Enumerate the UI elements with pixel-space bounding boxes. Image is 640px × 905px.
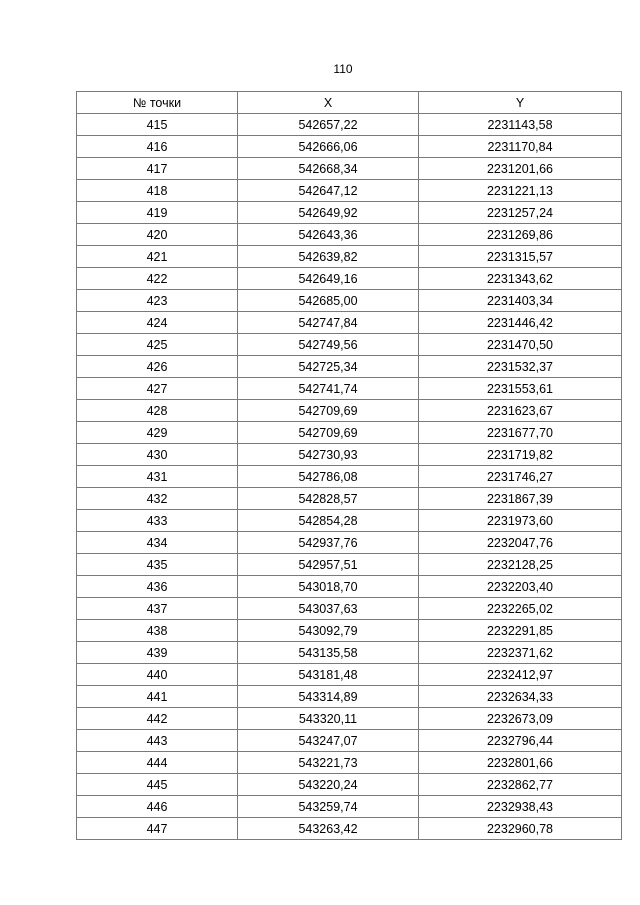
table-row xyxy=(77,620,622,642)
x-cell: 542709,69 xyxy=(238,422,419,444)
x-cell: 542749,56 xyxy=(238,334,419,356)
y-cell: 2231532,37 xyxy=(419,356,622,378)
point-number-cell: 443 xyxy=(77,730,238,752)
table-row xyxy=(77,180,622,202)
y-cell: 2232862,77 xyxy=(419,774,622,796)
x-cell: 543263,42 xyxy=(238,818,419,840)
table-row xyxy=(77,818,622,840)
table-row xyxy=(77,752,622,774)
y-cell: 2232371,62 xyxy=(419,642,622,664)
x-cell: 542685,00 xyxy=(238,290,419,312)
y-cell: 2231257,24 xyxy=(419,202,622,224)
point-number-cell: 432 xyxy=(77,488,238,510)
table-row xyxy=(77,642,622,664)
x-cell: 543314,89 xyxy=(238,686,419,708)
table-row xyxy=(77,246,622,268)
table-row xyxy=(77,136,622,158)
y-cell: 2231269,86 xyxy=(419,224,622,246)
table-row xyxy=(77,576,622,598)
x-cell: 542649,92 xyxy=(238,202,419,224)
header-point-number: № точки xyxy=(77,92,238,114)
point-number-cell: 439 xyxy=(77,642,238,664)
x-cell: 542668,34 xyxy=(238,158,419,180)
point-number-cell: 436 xyxy=(77,576,238,598)
point-number-cell: 421 xyxy=(77,246,238,268)
y-cell: 2231221,13 xyxy=(419,180,622,202)
point-number-cell: 419 xyxy=(77,202,238,224)
x-cell: 543135,58 xyxy=(238,642,419,664)
x-cell: 542854,28 xyxy=(238,510,419,532)
table-row xyxy=(77,224,622,246)
table-header-row xyxy=(77,92,622,114)
y-cell: 2232960,78 xyxy=(419,818,622,840)
table-row xyxy=(77,664,622,686)
x-cell: 542937,76 xyxy=(238,532,419,554)
y-cell: 2232796,44 xyxy=(419,730,622,752)
point-number-cell: 423 xyxy=(77,290,238,312)
point-number-cell: 437 xyxy=(77,598,238,620)
x-cell: 542647,12 xyxy=(238,180,419,202)
table-row xyxy=(77,114,622,136)
point-number-cell: 444 xyxy=(77,752,238,774)
y-cell: 2231343,62 xyxy=(419,268,622,290)
x-cell: 543220,24 xyxy=(238,774,419,796)
x-cell: 543221,73 xyxy=(238,752,419,774)
point-number-cell: 428 xyxy=(77,400,238,422)
page-number: 110 xyxy=(333,62,353,76)
point-number-cell: 435 xyxy=(77,554,238,576)
table-row xyxy=(77,730,622,752)
x-cell: 542649,16 xyxy=(238,268,419,290)
x-cell: 542725,34 xyxy=(238,356,419,378)
y-cell: 2232047,76 xyxy=(419,532,622,554)
y-cell: 2231446,42 xyxy=(419,312,622,334)
table-row xyxy=(77,400,622,422)
x-cell: 542828,57 xyxy=(238,488,419,510)
y-cell: 2232938,43 xyxy=(419,796,622,818)
point-number-cell: 438 xyxy=(77,620,238,642)
table-row xyxy=(77,356,622,378)
point-number-cell: 418 xyxy=(77,180,238,202)
x-cell: 542730,93 xyxy=(238,444,419,466)
table-row xyxy=(77,268,622,290)
table-row xyxy=(77,290,622,312)
point-number-cell: 415 xyxy=(77,114,238,136)
table-row xyxy=(77,158,622,180)
table-row xyxy=(77,444,622,466)
y-cell: 2232265,02 xyxy=(419,598,622,620)
table-row xyxy=(77,796,622,818)
x-cell: 542657,22 xyxy=(238,114,419,136)
table-row xyxy=(77,554,622,576)
table-row xyxy=(77,422,622,444)
y-cell: 2231973,60 xyxy=(419,510,622,532)
y-cell: 2232128,25 xyxy=(419,554,622,576)
table-row xyxy=(77,488,622,510)
table-row xyxy=(77,774,622,796)
y-cell: 2231315,57 xyxy=(419,246,622,268)
x-cell: 542643,36 xyxy=(238,224,419,246)
y-cell: 2231201,66 xyxy=(419,158,622,180)
y-cell: 2231623,67 xyxy=(419,400,622,422)
x-cell: 542747,84 xyxy=(238,312,419,334)
x-cell: 542786,08 xyxy=(238,466,419,488)
y-cell: 2231170,84 xyxy=(419,136,622,158)
x-cell: 543259,74 xyxy=(238,796,419,818)
x-cell: 543037,63 xyxy=(238,598,419,620)
x-cell: 543092,79 xyxy=(238,620,419,642)
coordinates-table xyxy=(76,91,622,840)
table-body xyxy=(77,114,622,840)
point-number-cell: 442 xyxy=(77,708,238,730)
point-number-cell: 445 xyxy=(77,774,238,796)
y-cell: 2231677,70 xyxy=(419,422,622,444)
y-cell: 2231867,39 xyxy=(419,488,622,510)
table-row xyxy=(77,334,622,356)
table-row xyxy=(77,510,622,532)
point-number-cell: 420 xyxy=(77,224,238,246)
y-cell: 2231553,61 xyxy=(419,378,622,400)
point-number-cell: 426 xyxy=(77,356,238,378)
point-number-cell: 446 xyxy=(77,796,238,818)
y-cell: 2232412,97 xyxy=(419,664,622,686)
point-number-cell: 441 xyxy=(77,686,238,708)
point-number-cell: 429 xyxy=(77,422,238,444)
y-cell: 2231403,34 xyxy=(419,290,622,312)
header-x: X xyxy=(238,92,419,114)
table-row xyxy=(77,686,622,708)
point-number-cell: 417 xyxy=(77,158,238,180)
x-cell: 543320,11 xyxy=(238,708,419,730)
x-cell: 543181,48 xyxy=(238,664,419,686)
point-number-cell: 416 xyxy=(77,136,238,158)
point-number-cell: 424 xyxy=(77,312,238,334)
y-cell: 2232673,09 xyxy=(419,708,622,730)
table-row xyxy=(77,466,622,488)
table-row xyxy=(77,598,622,620)
point-number-cell: 434 xyxy=(77,532,238,554)
y-cell: 2232634,33 xyxy=(419,686,622,708)
x-cell: 542957,51 xyxy=(238,554,419,576)
header-y: Y xyxy=(419,92,622,114)
x-cell: 543247,07 xyxy=(238,730,419,752)
y-cell: 2231143,58 xyxy=(419,114,622,136)
x-cell: 542639,82 xyxy=(238,246,419,268)
y-cell: 2231470,50 xyxy=(419,334,622,356)
x-cell: 542709,69 xyxy=(238,400,419,422)
table-row xyxy=(77,202,622,224)
y-cell: 2231746,27 xyxy=(419,466,622,488)
y-cell: 2232203,40 xyxy=(419,576,622,598)
table-row xyxy=(77,312,622,334)
x-cell: 542741,74 xyxy=(238,378,419,400)
point-number-cell: 425 xyxy=(77,334,238,356)
table-row xyxy=(77,378,622,400)
point-number-cell: 447 xyxy=(77,818,238,840)
point-number-cell: 430 xyxy=(77,444,238,466)
point-number-cell: 440 xyxy=(77,664,238,686)
x-cell: 543018,70 xyxy=(238,576,419,598)
table-row xyxy=(77,532,622,554)
point-number-cell: 431 xyxy=(77,466,238,488)
x-cell: 542666,06 xyxy=(238,136,419,158)
point-number-cell: 422 xyxy=(77,268,238,290)
table-row xyxy=(77,708,622,730)
y-cell: 2232291,85 xyxy=(419,620,622,642)
point-number-cell: 427 xyxy=(77,378,238,400)
point-number-cell: 433 xyxy=(77,510,238,532)
y-cell: 2231719,82 xyxy=(419,444,622,466)
y-cell: 2232801,66 xyxy=(419,752,622,774)
